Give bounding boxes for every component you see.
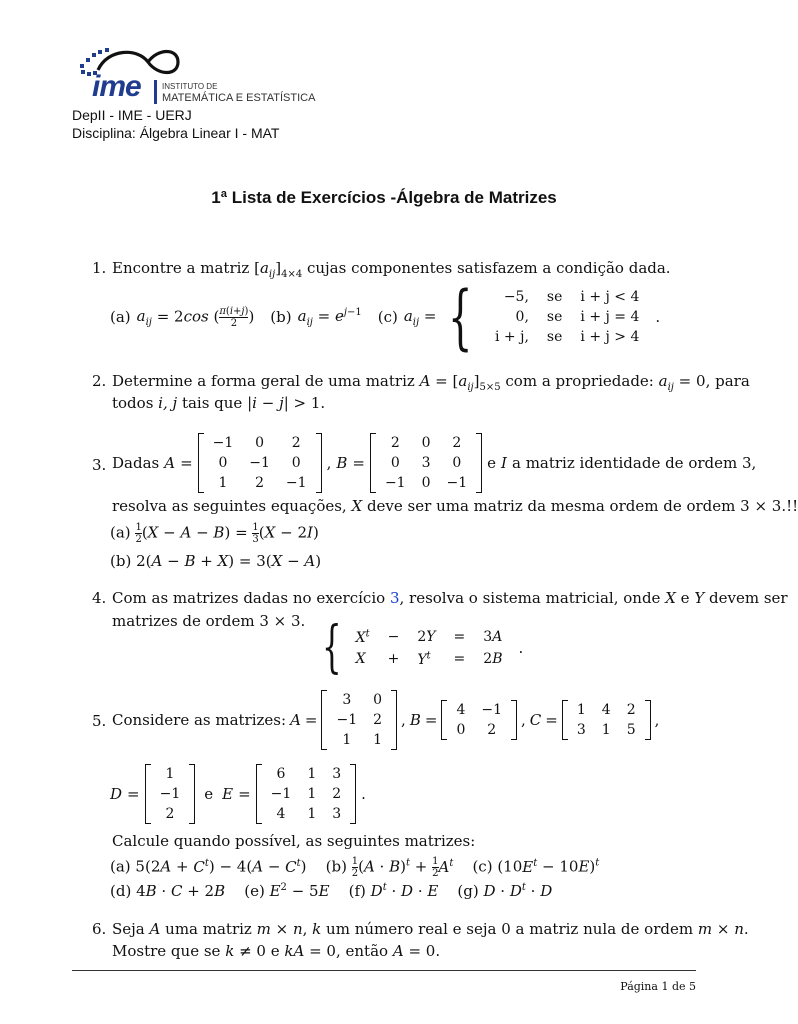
footer-rule — [72, 970, 696, 971]
q5-matrix-e: 6 1 3 −1 1 2 4 1 3 — [256, 764, 356, 824]
q5-calc-text: Calcule quando possível, as seguintes matrizes: — [112, 832, 476, 850]
q5-matrix-a: 3 0 −1 2 1 1 — [321, 690, 397, 750]
q1-items: (a) $a_{ij} = 2\cos$ ( $\frac{\pi(i+j)}{2}$ ) (b) $a_{ij} = e^{j-1}$ (c) $a_{ij}$ = { −5, se i + j < 4 0, se i + j = 4 i + j, se i + j > 4 . — [110, 276, 661, 358]
q1-cases: −5, se i + j < 4 0, se i + j = 4 i + j, se i + j > 4 — [495, 289, 640, 345]
q3-matrix-a: −1 0 2 0 −1 0 1 2 −1 — [198, 433, 322, 493]
page-number: Página 1 de 5 — [620, 980, 696, 993]
q6-number: 6. — [92, 920, 107, 938]
q5-number: 5. — [92, 712, 107, 730]
logo-divider — [154, 80, 157, 104]
q2-line1: Determine a forma geral de uma matriz $A = [a_{ij}]_{5\times 5}$ com a propriedade: $a_{ij} = 0$, para — [112, 372, 750, 393]
q4-line1: Com as matrizes dadas no exercício 3, resolva o sistema matricial, onde X e Y devem ser — [112, 589, 788, 607]
q3-line2: resolva as seguintes equações, X deve ser uma matriz da mesma ordem de ordem 3 × 3.!! — [112, 497, 798, 515]
logo-tagline-1: INSTITUTO DE — [162, 82, 218, 91]
q1-brace: { — [448, 276, 473, 358]
q5-items-row2: (d) 4B · C + 2B (e) $E^2 - 5E$ (f) $D^t \cdot D \cdot E$ (g) $D \cdot D^t \cdot D$ — [110, 882, 553, 900]
q5-items-row1: (a) $5(2A + C^t) - 4(A - C^t)$ (b) $\frac{1}{2}$ $(A \cdot B)^t$ + $\frac{1}{2}$ $A^t$ (c) $(10E^t - 10E)^t$ — [110, 856, 600, 879]
logo-text: ime — [92, 70, 141, 103]
q1-number: 1. — [92, 259, 107, 277]
exercise-ref-link[interactable]: 3 — [389, 589, 400, 607]
q3-number: 3. — [92, 456, 107, 474]
logo — [72, 40, 332, 106]
q1-statement: Encontre a matriz $[a_{ij}]_{4\times 4}$ cujas componentes satisfazem a condição dada. — [112, 259, 671, 280]
q3-item-b: (b) 2(A − B + X) = 3(X − A) — [110, 552, 322, 570]
q2-line2: todos i, j tais que |i − j| > 1. — [112, 394, 326, 412]
q4-system: { $X^t$ − 2Y = 3A X + $Y^t$ = 2B . — [322, 615, 524, 680]
q5-matrix-d: 1 −1 2 — [145, 764, 196, 824]
dept-line: DepII - IME - UERJ — [72, 107, 192, 123]
page-title: 1ª Lista de Exercícios -Álgebra de Matrizes — [211, 188, 557, 207]
q3-matrix-b: 2 0 2 0 3 0 −1 0 −1 — [370, 433, 482, 493]
discipline-line: Disciplina: Álgebra Linear I - MAT — [72, 125, 280, 141]
q2-number: 2. — [92, 372, 107, 390]
q5-de-line: D = 1 −1 2 e E = 6 1 3 −1 1 2 4 1 3 . — [110, 766, 366, 822]
q5-statement: Considere as matrizes: A = 3 0 −1 2 1 1 , B = 4 −1 0 2 , C = 1 4 2 3 1 5 , — [112, 692, 660, 748]
q4-number: 4. — [92, 589, 107, 607]
q5-matrix-c: 1 4 2 3 1 5 — [562, 700, 651, 740]
q4-line2: matrizes de ordem 3 × 3. — [112, 612, 306, 630]
q3-item-a: (a) $\frac{1}{2}$ (X − A − B) = $\frac{1}{3}$ (X − 2I) — [110, 522, 319, 545]
logo-tagline-2: MATEMÁTICA E ESTATÍSTICA — [162, 92, 316, 104]
q3-statement: Dadas A = −1 0 2 0 −1 0 1 2 −1 , B = 2 0 2 0 3 0 −1 0 −1 e I a matriz identidade de ordem 3, — [112, 435, 757, 491]
q6-line1: Seja A uma matriz m × n, k um número real e seja 0 a matriz nula de ordem m × n. — [112, 920, 749, 938]
q5-matrix-b: 4 −1 0 2 — [441, 700, 517, 740]
q6-line2: Mostre que se k ≠ 0 e kA = 0, então A = 0. — [112, 942, 441, 960]
